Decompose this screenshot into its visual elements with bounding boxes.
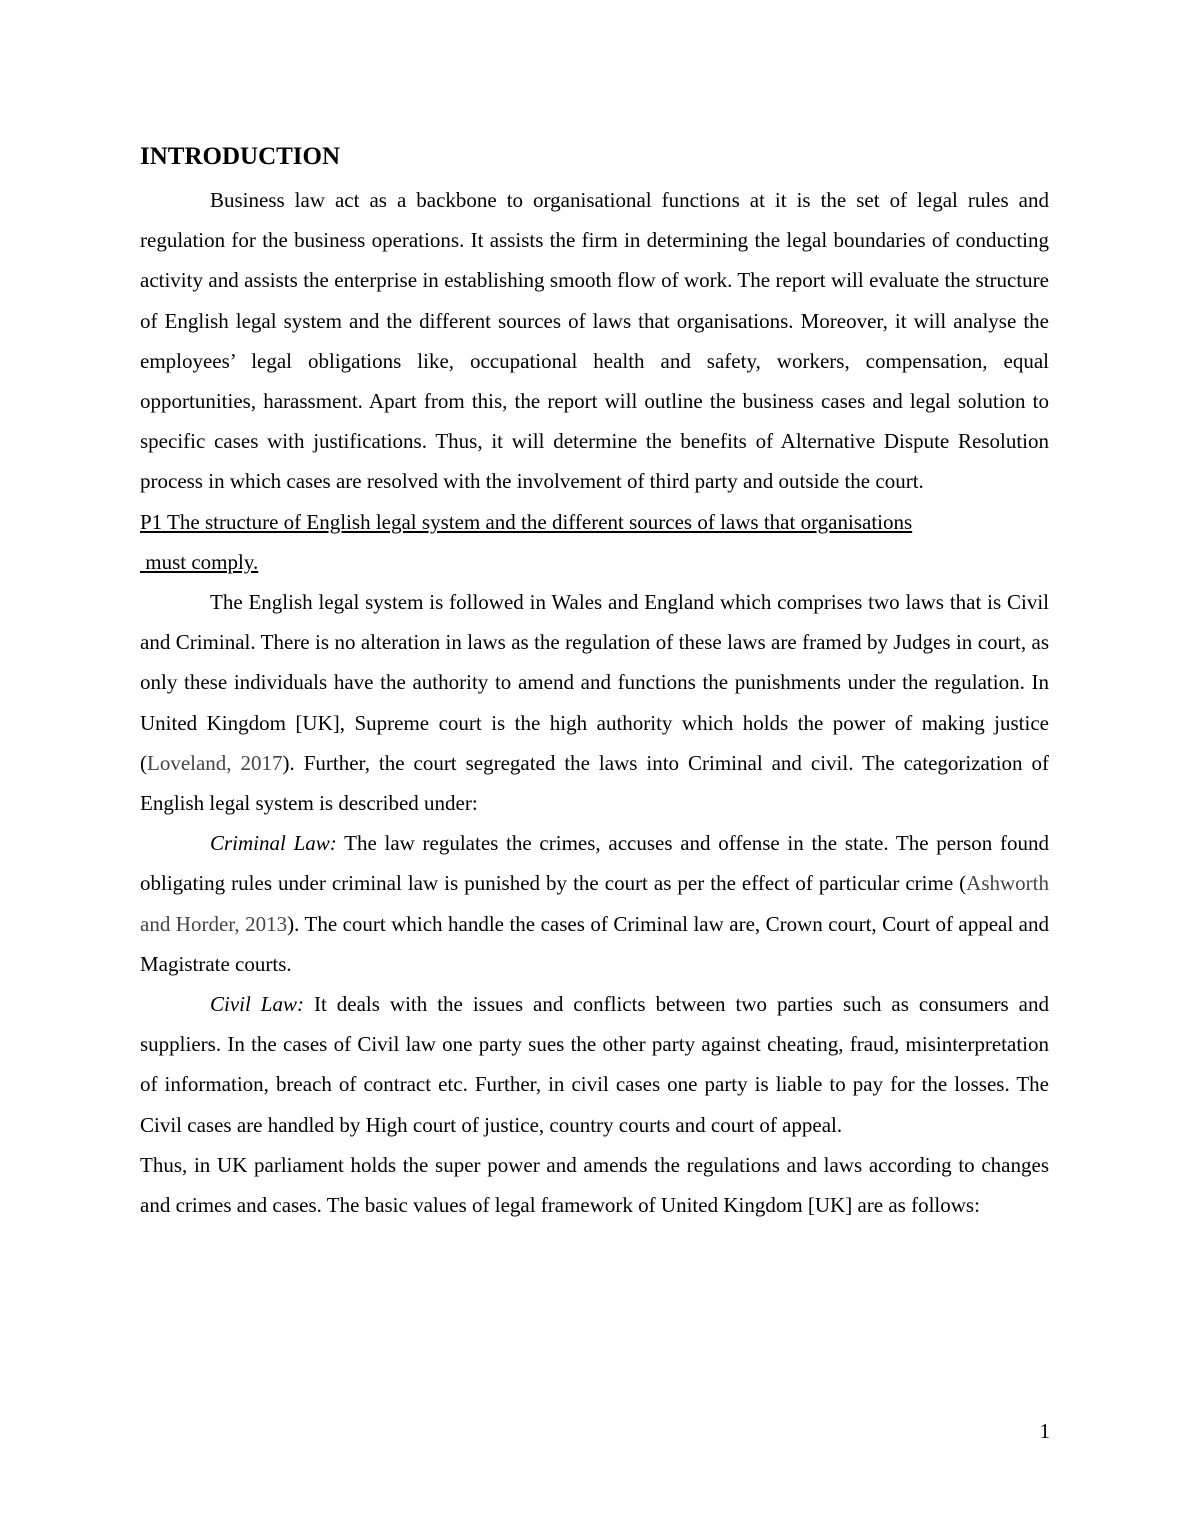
citation-loveland: Loveland, 2017 bbox=[147, 750, 283, 775]
section-heading bbox=[140, 502, 1049, 582]
criminal-law-paragraph bbox=[140, 823, 1049, 984]
criminal-text-before: The law regulates the crimes, accuses and offense in the state. The person found obligating rules under criminal law is punished by the court as per the effect of particular crime ( bbox=[140, 831, 1050, 896]
page-number: 1 bbox=[1039, 1419, 1050, 1443]
p1-text-before: The English legal system is followed in Wales and England which comprises two laws that is Civil and Criminal. There is no alteration in laws as the regulation of these laws are framed by Judges in court, as only these individuals have the authority to amend and functions the punishments under the regulation. In United Kingdom [UK], Supreme court is the high authority which holds the power of making justice ( bbox=[140, 590, 1049, 775]
civil-law-paragraph bbox=[140, 984, 1049, 1145]
closing-paragraph: Thus, in UK parliament holds the super power and amends the regulations and laws according to changes and crimes and cases. The basic values of legal framework of United Kingdom [UK] are as follows: bbox=[140, 1152, 1049, 1218]
document-title: INTRODUCTION bbox=[140, 143, 341, 170]
civil-law-label: Civil Law: bbox=[210, 992, 304, 1017]
section-heading-line2: must comply. bbox=[140, 549, 259, 574]
english-legal-system-paragraph bbox=[140, 582, 1049, 823]
civil-law-text: It deals with the issues and conflicts between two parties such as consumers and suppliers. In the cases of Civil law one party sues the other party against cheating, fraud, misinterpretation of information, breach of contract etc. Further, in civil cases one party is liable to pay for the losses. The Civil cases are handled by High court of justice, country courts and court of appeal. bbox=[140, 992, 1049, 1137]
section-heading-line1: P1 The structure of English legal system and the different sources of laws that organisations bbox=[140, 509, 913, 534]
intro-paragraph: Business law act as a backbone to organisational functions at it is the set of legal rules and regulation for the business operations. It assists the firm in determining the legal boundaries of conducting activity and assists the enterprise in establishing smooth flow of work. The report will evaluate the structure of English legal system and the different sources of laws that organisations. Moreover, it will analyse the employees’ legal obligations like, occupational health and safety, workers, compensation, equal opportunities, harassment. Apart from this, the report will outline the business cases and legal solution to specific cases with justifications. Thus, it will determine the benefits of Alternative Dispute Resolution process in which cases are resolved with the involvement of third party and outside the court. bbox=[140, 188, 1049, 494]
citation-ashworth: Ashworth and Horder, 2013 bbox=[140, 871, 1049, 936]
document-page bbox=[140, 140, 1049, 1225]
criminal-text-after: ). The court which handle the cases of Criminal law are, Crown court, Court of appeal and Magistrate courts. bbox=[140, 911, 1049, 976]
p1-text-after: ). Further, the court segregated the laws into Criminal and civil. The categorization of English legal system is described under: bbox=[140, 750, 1049, 816]
criminal-law-label: Criminal Law: bbox=[210, 831, 337, 856]
